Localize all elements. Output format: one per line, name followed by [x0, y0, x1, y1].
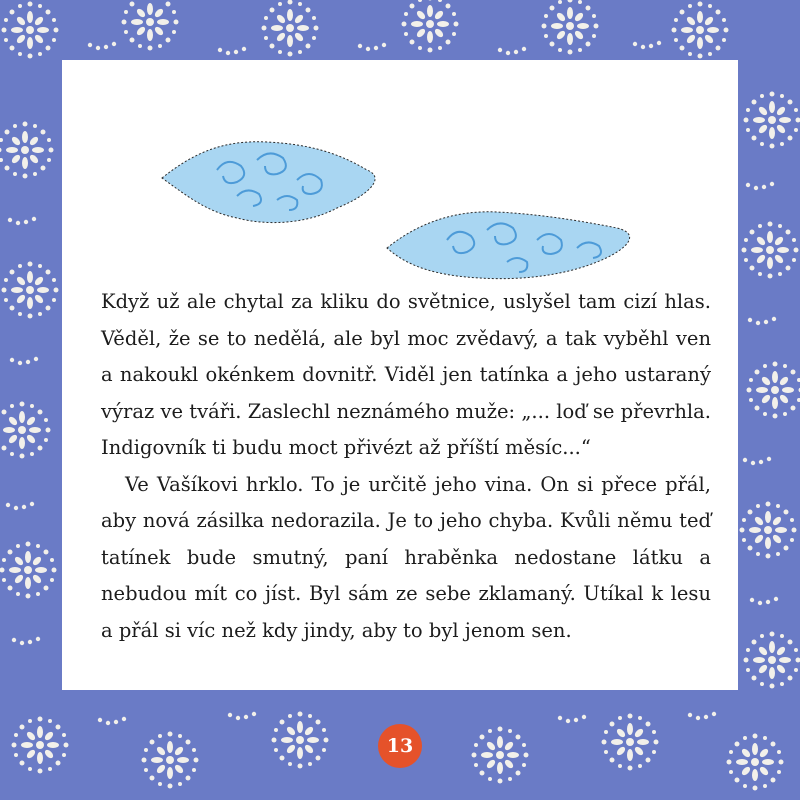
- clouds-illustration: [157, 100, 647, 300]
- cloud-icon: [387, 212, 630, 279]
- paragraph: Když už ale chytal za kliku do světnice, uslyšel tam cizí hlas. Věděl, že se to nedělá, ale byl moc zvědavý, a tak vyběhl ven a nakoukl okénkem dovnitř. Viděl jen tatínka a jeho ustaraný výraz ve tváři. Zaslechl neznámého muže: „... loď se převrhla. Indigovník ti budu moct přivézt až příští měsíc...“: [101, 290, 711, 459]
- page-number-badge: 13: [378, 724, 422, 768]
- text-card: [62, 60, 738, 690]
- paragraph: Ve Vašíkovi hrklo. To je určitě jeho vina. On si přece přál, aby nová zásilka nedorazila. Je to jeho chyba. Kvůli němu teď tatínek bude smutný, paní hraběnka nedostane látku a nebudou mít co jíst. Byl sám ze sebe zklamaný. Utíkal k lesu a přál si víc než kdy jindy, aby to byl jenom sen.: [101, 472, 711, 642]
- cloud-icon: [162, 142, 375, 223]
- story-text: [101, 284, 711, 649]
